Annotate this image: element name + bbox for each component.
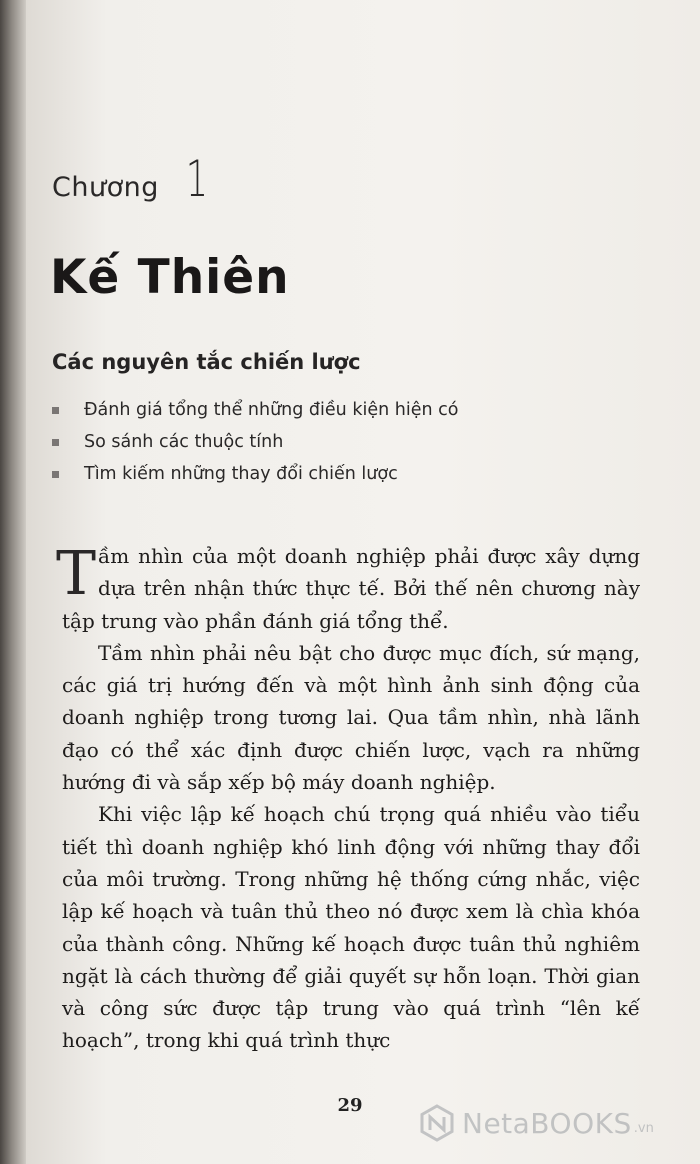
principle-text: Tìm kiếm những thay đổi chiến lược bbox=[84, 464, 398, 484]
watermark bbox=[418, 1104, 654, 1142]
square-bullet-icon bbox=[52, 471, 59, 478]
paragraph-1-text: ầm nhìn của một doanh nghiệp phải được xây dựng dựa trên nhận thức thực tế. Bởi thế nên chương này tập trung vào phần đánh giá tổng thể. bbox=[62, 544, 640, 633]
page-number: 29 bbox=[337, 1095, 363, 1116]
principle-item bbox=[52, 394, 458, 426]
square-bullet-icon bbox=[52, 439, 59, 446]
netabooks-logo-icon bbox=[418, 1104, 456, 1142]
principle-item bbox=[52, 458, 458, 490]
principles-heading: Các nguyên tắc chiến lược bbox=[52, 350, 361, 374]
book-spine-shadow bbox=[0, 0, 26, 1164]
paragraph-1 bbox=[56, 539, 640, 637]
drop-cap: T bbox=[56, 539, 97, 609]
chapter-number: 1 bbox=[185, 150, 208, 208]
chapter-word: Chương bbox=[52, 172, 159, 203]
principle-text: So sánh các thuộc tính bbox=[84, 432, 284, 452]
principle-text: Đánh giá tổng thể những điều kiện hiện có bbox=[84, 400, 459, 420]
paragraph-3: Khi việc lập kế hoạch chú trọng quá nhiều vào tiểu tiết thì doanh nghiệp khó linh động với những thay đổi của môi trường. Trong những hệ thống cứng nhắc, việc lập kế hoạch và tuân thủ theo nó được xem là chìa khóa của thành công. Những kế hoạch được tuân thủ nghiêm ngặt là cách thường để giải quyết sự hỗn loạn. Thời gian và công sức được tập trung vào quá trình “lên kế hoạch”, trong khi quá trình thực bbox=[62, 802, 640, 1053]
chapter-title: Kế Thiên bbox=[50, 250, 290, 305]
principles-list bbox=[52, 394, 458, 490]
body-text bbox=[56, 539, 640, 1057]
chapter-label bbox=[52, 150, 213, 208]
square-bullet-icon bbox=[52, 407, 59, 414]
watermark-suffix: .vn bbox=[633, 1120, 654, 1136]
paragraph-2: Tầm nhìn phải nêu bật cho được mục đích, sứ mạng, các giá trị hướng đến và một hình ảnh sinh động của doanh nghiệp trong tương lai. Qua tầm nhìn, nhà lãnh đạo có thể xác định được chiến lược, vạch ra những hướng đi và sắp xếp bộ máy doanh nghiệp. bbox=[62, 640, 640, 795]
principle-item bbox=[52, 426, 458, 458]
watermark-brand: NetaBOOKS bbox=[462, 1106, 632, 1140]
